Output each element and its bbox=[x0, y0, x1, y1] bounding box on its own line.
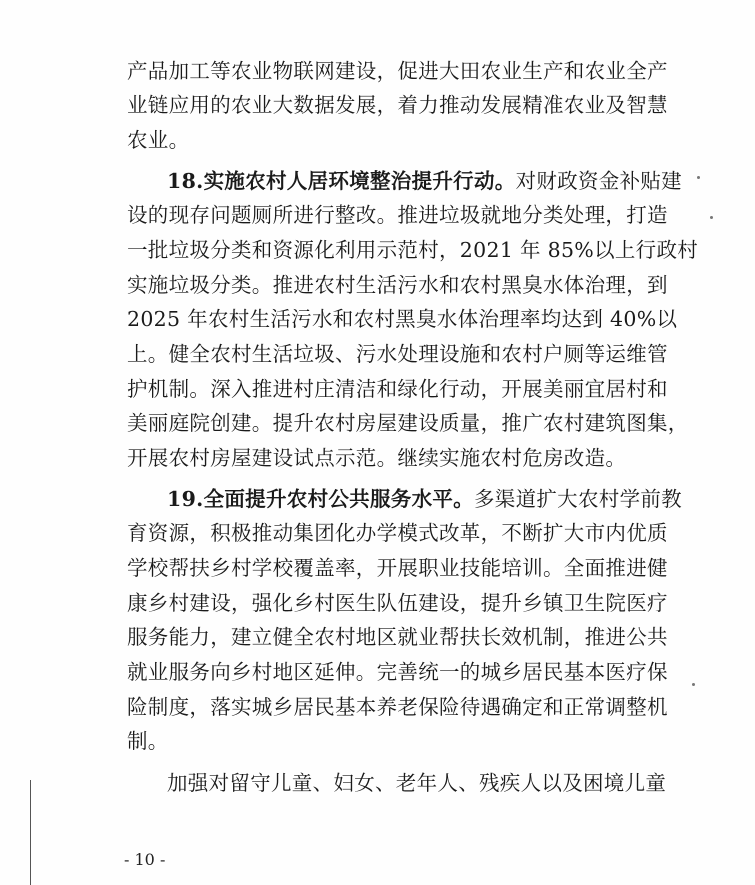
text-line: 业链应用的农业大数据发展，着力推动发展精准农业及智慧 bbox=[127, 93, 668, 117]
text-line: 就业服务向乡村地区延伸。完善统一的城乡居民基本医疗保 bbox=[127, 660, 668, 684]
page-number: - 10 - bbox=[124, 850, 166, 869]
section-18-text: 对财政资金补贴建 bbox=[515, 169, 682, 193]
text-line: 育资源，积极推动集团化办学模式改革，不断扩大市内优质 bbox=[127, 521, 668, 545]
text-line: 服务能力，建立健全农村地区就业帮扶长效机制，推进公共 bbox=[127, 625, 668, 649]
section-18-heading: 18.实施农村人居环境整治提升行动。 bbox=[167, 169, 516, 193]
paragraph-first-line: 加强对留守儿童、妇女、老年人、残疾人以及困境儿童 bbox=[167, 771, 667, 795]
scan-speck bbox=[692, 683, 695, 686]
text-line: 制。 bbox=[127, 729, 169, 753]
section-19-heading: 19.全面提升农村公共服务水平。 bbox=[167, 487, 474, 511]
text-line: 上。健全农村生活垃圾、污水处理设施和农村户厕等运维管 bbox=[127, 342, 668, 366]
text-line: 一批垃圾分类和资源化利用示范村，2021 年 85%以上行政村 bbox=[127, 238, 699, 262]
scan-speck bbox=[697, 176, 700, 179]
text-line: 学校帮扶乡村学校覆盖率，开展职业技能培训。全面推进健 bbox=[127, 556, 668, 580]
text-line: 设的现存问题厕所进行整改。推进垃圾就地分类处理，打造 bbox=[127, 203, 668, 227]
text-line: 康乡村建设，强化乡村医生队伍建设，提升乡镇卫生院医疗 bbox=[127, 591, 668, 615]
text-line: 开展农村房屋建设试点示范。继续实施农村危房改造。 bbox=[127, 446, 627, 470]
text-line: 实施垃圾分类。推进农村生活污水和农村黑臭水体治理，到 bbox=[127, 273, 668, 297]
section-19-text: 多渠道扩大农村学前教 bbox=[473, 487, 682, 511]
text-line: 护机制。深入推进村庄清洁和绿化行动，开展美丽宜居村和 bbox=[127, 377, 668, 401]
section-18-first-line bbox=[167, 168, 682, 194]
scan-speck bbox=[710, 216, 713, 219]
text-line: 农业。 bbox=[127, 128, 190, 152]
text-line: 美丽庭院创建。提升农村房屋建设质量，推广农村建筑图集， bbox=[127, 411, 689, 435]
text-line: 2025 年农村生活污水和农村黑臭水体治理率均达到 40%以 bbox=[127, 307, 678, 331]
section-19-first-line bbox=[167, 486, 682, 512]
scan-edge-line bbox=[30, 780, 31, 885]
text-line: 产品加工等农业物联网建设，促进大田农业生产和农业全产 bbox=[127, 59, 668, 83]
text-line: 险制度，落实城乡居民基本养老保险待遇确定和正常调整机 bbox=[127, 695, 668, 719]
